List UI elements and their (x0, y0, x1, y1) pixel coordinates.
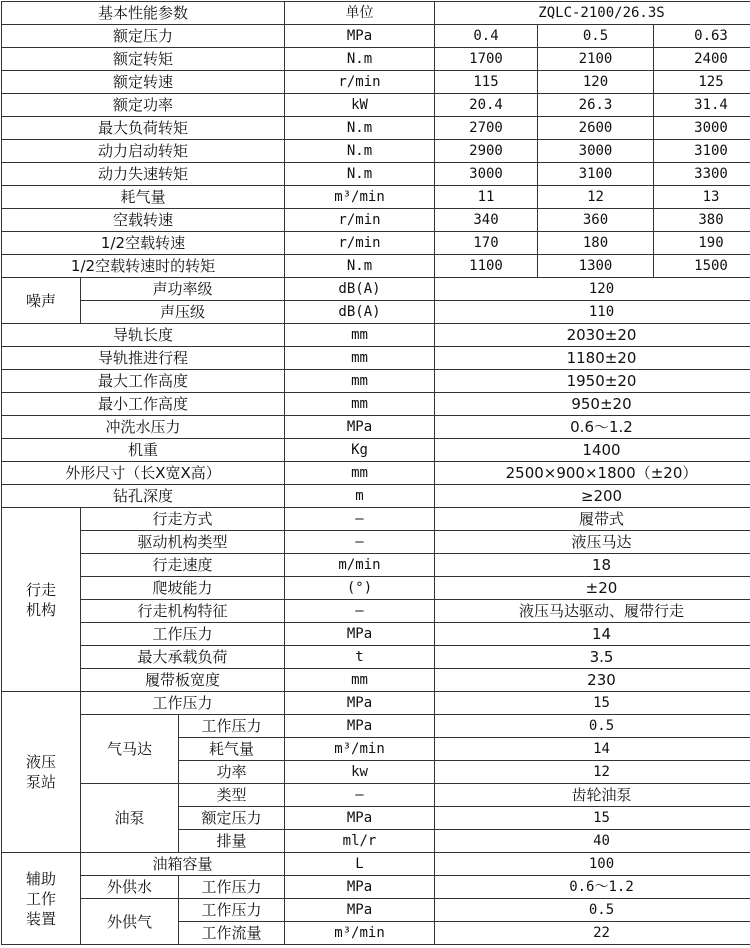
param-label: 最小工作高度 (2, 393, 285, 416)
table-row (2, 784, 750, 807)
subgroup-oil-pump: 油泵 (81, 784, 179, 853)
value-cell: 31.4 (654, 94, 750, 117)
value-cell: 125 (654, 71, 750, 94)
param-label: 功率 (179, 761, 285, 784)
param-label: 耗气量 (179, 738, 285, 761)
unit-cell: t (285, 646, 435, 669)
table-row (2, 48, 750, 71)
table-row (2, 117, 750, 140)
table-row (2, 439, 750, 462)
param-label: 声功率级 (81, 278, 285, 301)
value-cell: 2030±20 (435, 324, 750, 347)
value-cell: 3000 (538, 140, 654, 163)
group-aux-line1: 辅助 (4, 869, 78, 889)
table-row (2, 876, 750, 899)
table-row (2, 186, 750, 209)
param-label: 工作流量 (179, 922, 285, 945)
group-noise: 噪声 (2, 278, 81, 324)
value-cell: 2600 (538, 117, 654, 140)
value-cell: 340 (435, 209, 538, 232)
param-label: 工作压力 (81, 692, 285, 715)
unit-cell: N.m (285, 117, 435, 140)
unit-cell: ml/r (285, 830, 435, 853)
unit-cell: N.m (285, 255, 435, 278)
param-label: 驱动机构类型 (81, 531, 285, 554)
value-cell: 13 (654, 186, 750, 209)
param-label: 工作压力 (81, 623, 285, 646)
value-cell: 170 (435, 232, 538, 255)
param-label: 行走机构特征 (81, 600, 285, 623)
table-row (2, 94, 750, 117)
unit-cell: (°) (285, 577, 435, 600)
value-cell: 1950±20 (435, 370, 750, 393)
param-label: 履带板宽度 (81, 669, 285, 692)
unit-cell: MPa (285, 899, 435, 922)
value-cell: 1100 (435, 255, 538, 278)
param-label: 油箱容量 (81, 853, 285, 876)
param-label: 类型 (179, 784, 285, 807)
table-row (2, 140, 750, 163)
unit-cell: mm (285, 393, 435, 416)
unit-cell: — (285, 508, 435, 531)
param-label: 行走速度 (81, 554, 285, 577)
table-row (2, 715, 750, 738)
param-label: 行走方式 (81, 508, 285, 531)
value-cell: 液压马达 (435, 531, 750, 554)
value-cell: ≥200 (435, 485, 750, 508)
value-cell: 180 (538, 232, 654, 255)
unit-cell: dB(A) (285, 301, 435, 324)
spec-table-body (2, 2, 750, 945)
value-cell: 3.5 (435, 646, 750, 669)
param-label: 1/2空载转速时的转矩 (2, 255, 285, 278)
value-cell: 120 (538, 71, 654, 94)
value-cell: 0.5 (435, 899, 750, 922)
table-row (2, 554, 750, 577)
param-label: 额定压力 (2, 25, 285, 48)
group-travel-line2: 机构 (4, 600, 78, 620)
param-label: 排量 (179, 830, 285, 853)
value-cell: 1700 (435, 48, 538, 71)
unit-cell: N.m (285, 140, 435, 163)
value-cell: 0.5 (435, 715, 750, 738)
value-cell: 2900 (435, 140, 538, 163)
table-row (2, 899, 750, 922)
param-label: 额定功率 (2, 94, 285, 117)
param-label: 工作压力 (179, 876, 285, 899)
value-cell: 1400 (435, 439, 750, 462)
subgroup-water: 外供水 (81, 876, 179, 899)
value-cell: 12 (435, 761, 750, 784)
value-cell: 120 (435, 278, 750, 301)
value-cell: 20.4 (435, 94, 538, 117)
value-cell: 3000 (435, 163, 538, 186)
value-cell: 950±20 (435, 393, 750, 416)
table-row (2, 255, 750, 278)
unit-cell: MPa (285, 807, 435, 830)
param-label: 导轨推进行程 (2, 347, 285, 370)
value-cell: 15 (435, 692, 750, 715)
param-label: 1/2空载转速 (2, 232, 285, 255)
value-cell: 190 (654, 232, 750, 255)
param-label: 导轨长度 (2, 324, 285, 347)
unit-cell: r/min (285, 209, 435, 232)
param-label: 额定压力 (179, 807, 285, 830)
unit-cell: m³/min (285, 738, 435, 761)
value-cell: 3100 (538, 163, 654, 186)
unit-cell: MPa (285, 715, 435, 738)
param-label: 爬坡能力 (81, 577, 285, 600)
unit-cell: MPa (285, 25, 435, 48)
unit-cell: — (285, 531, 435, 554)
value-cell: 1500 (654, 255, 750, 278)
param-label: 声压级 (81, 301, 285, 324)
group-travel (2, 508, 81, 692)
unit-cell: m³/min (285, 186, 435, 209)
unit-cell: MPa (285, 692, 435, 715)
table-row (2, 393, 750, 416)
unit-cell: dB(A) (285, 278, 435, 301)
param-label: 机重 (2, 439, 285, 462)
value-cell: 3000 (654, 117, 750, 140)
value-cell: 0.63 (654, 25, 750, 48)
table-row (2, 25, 750, 48)
subgroup-air: 外供气 (81, 899, 179, 945)
value-cell: 360 (538, 209, 654, 232)
table-row (2, 71, 750, 94)
param-label: 外形尺寸（长X宽X高） (2, 462, 285, 485)
value-cell: 0.6～1.2 (435, 876, 750, 899)
value-cell: 22 (435, 922, 750, 945)
table-row (2, 324, 750, 347)
value-cell: 18 (435, 554, 750, 577)
unit-cell: mm (285, 462, 435, 485)
value-cell: 26.3 (538, 94, 654, 117)
unit-cell: Kg (285, 439, 435, 462)
value-cell: 11 (435, 186, 538, 209)
value-cell: 齿轮油泵 (435, 784, 750, 807)
unit-cell: MPa (285, 623, 435, 646)
value-cell: 2100 (538, 48, 654, 71)
table-row (2, 508, 750, 531)
unit-cell: MPa (285, 416, 435, 439)
unit-cell: MPa (285, 876, 435, 899)
value-cell: 15 (435, 807, 750, 830)
value-cell: 2400 (654, 48, 750, 71)
group-travel-line1: 行走 (4, 580, 78, 600)
unit-cell: kW (285, 94, 435, 117)
table-row (2, 278, 750, 301)
param-label: 额定转矩 (2, 48, 285, 71)
unit-cell: L (285, 853, 435, 876)
param-label: 空载转速 (2, 209, 285, 232)
unit-cell: — (285, 784, 435, 807)
value-cell: 0.6～1.2 (435, 416, 750, 439)
param-label: 动力失速转矩 (2, 163, 285, 186)
value-cell: 14 (435, 623, 750, 646)
unit-cell: mm (285, 370, 435, 393)
unit-cell: mm (285, 324, 435, 347)
table-row (2, 669, 750, 692)
value-cell: 0.5 (538, 25, 654, 48)
value-cell: 14 (435, 738, 750, 761)
value-cell: 1300 (538, 255, 654, 278)
param-label: 耗气量 (2, 186, 285, 209)
table-row (2, 485, 750, 508)
value-cell: 2500×900×1800（±20） (435, 462, 750, 485)
value-cell: 2700 (435, 117, 538, 140)
param-label: 冲洗水压力 (2, 416, 285, 439)
unit-cell: r/min (285, 71, 435, 94)
table-row (2, 347, 750, 370)
table-row (2, 209, 750, 232)
unit-cell: m³/min (285, 922, 435, 945)
value-cell: 3100 (654, 140, 750, 163)
table-row (2, 646, 750, 669)
value-cell: 液压马达驱动、履带行走 (435, 600, 750, 623)
unit-cell: N.m (285, 163, 435, 186)
group-hydraulic (2, 692, 81, 853)
value-cell: 380 (654, 209, 750, 232)
unit-cell: mm (285, 347, 435, 370)
value-cell: 0.4 (435, 25, 538, 48)
value-cell: 履带式 (435, 508, 750, 531)
value-cell: 12 (538, 186, 654, 209)
group-aux-line2: 工作 (4, 889, 78, 909)
header-row (2, 2, 750, 25)
value-cell: 100 (435, 853, 750, 876)
header-unit: 单位 (285, 2, 435, 25)
value-cell: 110 (435, 301, 750, 324)
table-row (2, 853, 750, 876)
param-label: 额定转速 (2, 71, 285, 94)
table-row (2, 163, 750, 186)
group-hydraulic-line1: 液压 (4, 752, 78, 772)
value-cell: ±20 (435, 577, 750, 600)
table-row (2, 462, 750, 485)
value-cell: 230 (435, 669, 750, 692)
param-label: 动力启动转矩 (2, 140, 285, 163)
table-row (2, 416, 750, 439)
param-label: 最大负荷转矩 (2, 117, 285, 140)
value-cell: 40 (435, 830, 750, 853)
group-aux-line3: 装置 (4, 909, 78, 929)
unit-cell: m (285, 485, 435, 508)
group-hydraulic-line2: 泵站 (4, 772, 78, 792)
table-row (2, 370, 750, 393)
spec-table (1, 1, 750, 945)
group-aux (2, 853, 81, 945)
unit-cell: r/min (285, 232, 435, 255)
header-model: ZQLC-2100/26.3S (435, 2, 750, 25)
value-cell: 1180±20 (435, 347, 750, 370)
unit-cell: m/min (285, 554, 435, 577)
table-row (2, 600, 750, 623)
unit-cell: mm (285, 669, 435, 692)
unit-cell: kw (285, 761, 435, 784)
param-label: 最大承载负荷 (81, 646, 285, 669)
table-row (2, 232, 750, 255)
table-row (2, 531, 750, 554)
unit-cell: N.m (285, 48, 435, 71)
param-label: 最大工作高度 (2, 370, 285, 393)
value-cell: 3300 (654, 163, 750, 186)
param-label: 工作压力 (179, 899, 285, 922)
table-row (2, 623, 750, 646)
table-row (2, 577, 750, 600)
subgroup-air-motor: 气马达 (81, 715, 179, 784)
header-param: 基本性能参数 (2, 2, 285, 25)
param-label: 钻孔深度 (2, 485, 285, 508)
table-row (2, 692, 750, 715)
table-row (2, 301, 750, 324)
value-cell: 115 (435, 71, 538, 94)
param-label: 工作压力 (179, 715, 285, 738)
unit-cell: — (285, 600, 435, 623)
